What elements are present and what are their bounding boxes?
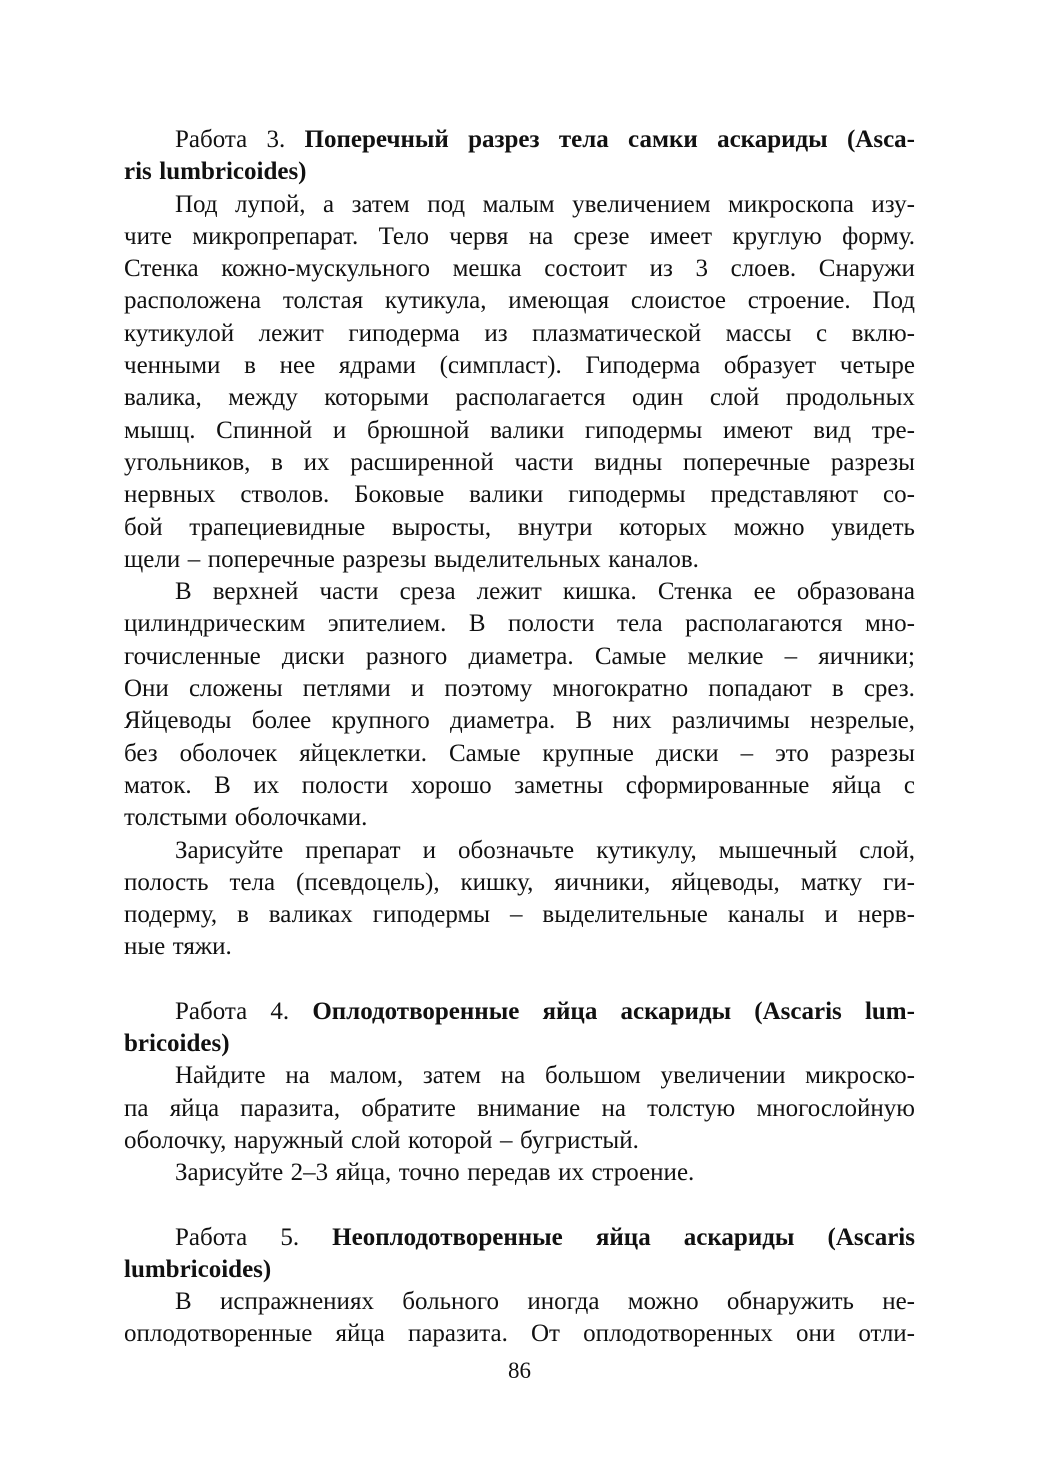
text-line: толстыми оболочками. — [124, 804, 368, 832]
heading-word: яйца — [542, 997, 598, 1025]
heading-word: аскариды — [683, 1223, 795, 1251]
text-line: расположена толстая кутикула, имеющая слоистое строение. Под — [124, 287, 915, 315]
heading-word: Поперечный — [304, 126, 449, 153]
text-line: Стенка кожно-мускульного мешка состоит из 3 слоев. Снаружи — [124, 255, 915, 283]
text-line: валика, между которыми располагается один слой продольных — [124, 384, 915, 412]
heading-word: аскариды — [620, 997, 732, 1025]
heading-word: (Asca- — [846, 126, 915, 153]
text-line: кутикулой лежит гиподерма из плазматической массы с вклю- — [124, 319, 915, 347]
heading-word: яйца — [595, 1223, 651, 1251]
text-line: оплодотворенные яйца паразита. От оплодотворенных они отли- — [124, 1320, 915, 1348]
text-line: полость тела (псевдоцель), кишку, яичники, яйцеводы, матку ги- — [124, 868, 915, 896]
text-line: Найдите на малом, затем на большом увеличении микроско- — [175, 1062, 915, 1090]
paragraph — [124, 576, 915, 834]
paragraph — [124, 835, 915, 964]
heading-word: (Ascaris — [827, 1223, 915, 1251]
heading-word: ris — [124, 158, 152, 186]
text-line: маток. В их полости хорошо заметны сформированные яйца с — [124, 771, 915, 799]
heading-word: Оплодотворенные — [312, 997, 520, 1025]
section-gap — [124, 1190, 915, 1222]
text-line: В испражнениях больного иногда можно обнаружить не- — [175, 1288, 915, 1316]
paragraph — [124, 1060, 915, 1157]
text-line: Зарисуйте препарат и обозначьте кутикулу, мышечный слой, — [175, 836, 915, 864]
heading-word: Неоплодотворенные — [332, 1223, 563, 1251]
heading-word: Работа — [175, 1223, 248, 1251]
text-line: Под лупой, а затем под малым увеличением микроскопа изу- — [175, 190, 915, 218]
text-line: мышц. Спинной и брюшной валики гиподермы имеют вид тре- — [124, 416, 915, 444]
paragraph — [124, 189, 915, 577]
work-section — [124, 1222, 915, 1351]
text-line: Они сложены петлями и поэтому многократно попадают в срез. — [124, 675, 915, 703]
heading-word: 4. — [270, 997, 290, 1025]
heading-word: lumbricoides) — [124, 1255, 272, 1283]
section-heading-line — [124, 996, 915, 1028]
text-line: оболочку, наружный слой которой – бугристый. — [124, 1126, 639, 1154]
text-line: цилиндрическим эпителием. В полости тела располагаются мно- — [124, 610, 915, 638]
section-heading-line — [124, 124, 915, 156]
text-line: па яйца паразита, обратите внимание на толстую многослойную — [124, 1094, 915, 1122]
text-line: гочисленные диски разного диаметра. Самые мелкие – яичники; — [124, 642, 915, 670]
section-heading-line — [124, 1028, 915, 1060]
text-line: чите микропрепарат. Тело червя на срезе имеет круглую форму. — [124, 222, 915, 250]
heading-word: (Ascaris — [754, 997, 842, 1025]
text-line: Зарисуйте 2–3 яйца, точно передав их строение. — [175, 1159, 695, 1187]
heading-word: Работа — [175, 126, 248, 153]
text-line: В верхней части среза лежит кишка. Стенка ее образована — [175, 578, 915, 606]
text-line: ченными в нее ядрами (симпласт). Гиподерма образует четыре — [124, 352, 915, 380]
heading-word: lum- — [864, 997, 915, 1025]
paragraph — [124, 1286, 915, 1351]
text-line: нервных стволов. Боковые валики гиподермы представляют со- — [124, 481, 915, 509]
text-line: угольников, в их расширенной части видны поперечные разрезы — [124, 448, 915, 476]
section-heading-line — [124, 1222, 915, 1254]
text-line: ные тяжи. — [124, 933, 232, 961]
heading-word: Работа — [175, 997, 248, 1025]
page-body — [124, 124, 915, 1351]
paragraph — [124, 1157, 915, 1189]
heading-word: самки — [628, 126, 698, 153]
heading-word: lumbricoides) — [159, 158, 307, 186]
heading-word: разрез — [468, 126, 540, 153]
page-number: 86 — [508, 1358, 531, 1383]
text-line: бой трапециевидные выросты, внутри которых можно увидеть — [124, 513, 915, 541]
text-line: без оболочек яйцеклетки. Самые крупные диски – это разрезы — [124, 739, 915, 767]
text-line: подерму, в валиках гиподермы – выделительные каналы и нерв- — [124, 901, 915, 929]
heading-word: 5. — [280, 1223, 300, 1251]
heading-word: 3. — [266, 126, 286, 153]
work-section — [124, 124, 915, 964]
text-line: Яйцеводы более крупного диаметра. В них различимы незрелые, — [124, 707, 915, 735]
heading-word: аскариды — [717, 126, 828, 153]
section-heading-line — [124, 1254, 915, 1286]
text-line: щели – поперечные разрезы выделительных каналов. — [124, 545, 699, 573]
heading-word: тела — [558, 126, 609, 153]
section-heading-line — [124, 156, 915, 188]
work-section — [124, 996, 915, 1190]
heading-word: bricoides) — [124, 1030, 230, 1058]
section-gap — [124, 964, 915, 996]
